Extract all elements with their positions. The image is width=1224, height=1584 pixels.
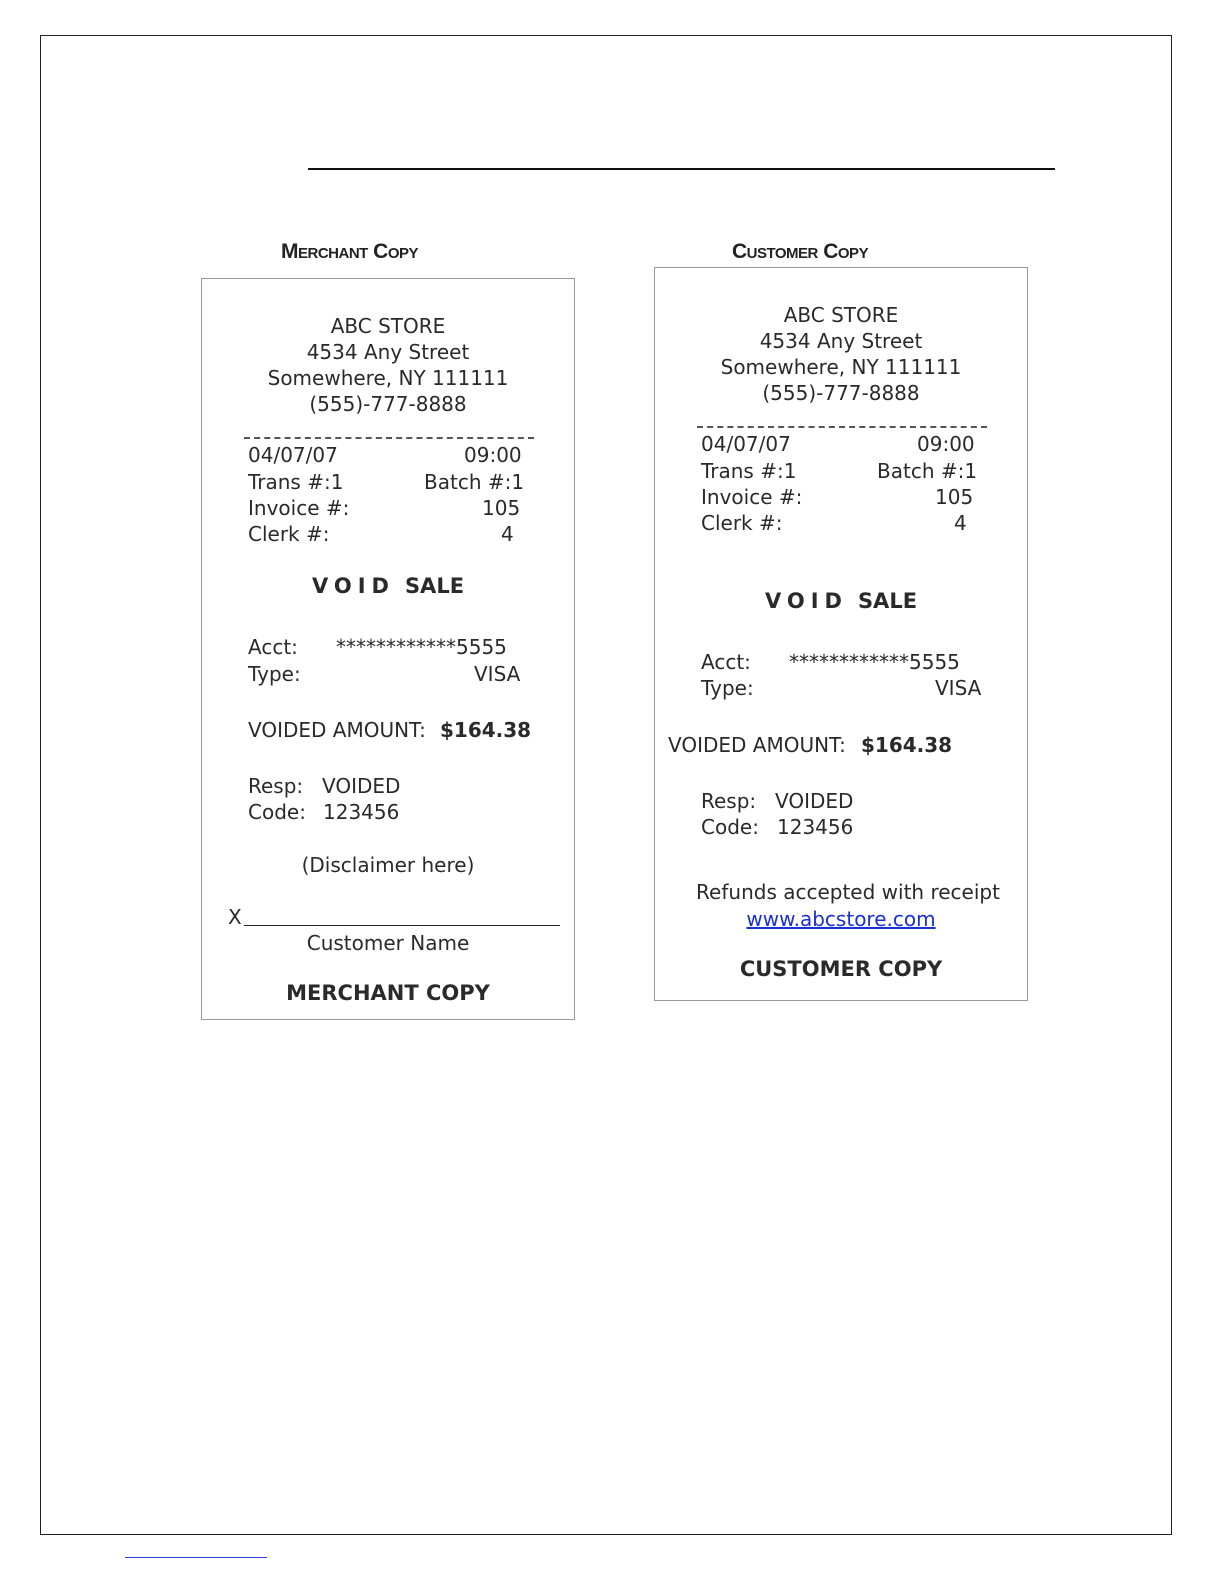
invoice-label: Invoice #: [248,496,350,520]
code-value: 123456 [777,815,854,839]
store-name: ABC STORE [783,303,899,327]
footnote-rule [125,1557,267,1558]
batch-number: Batch #:1 [424,470,525,494]
website-link-row [655,907,1027,931]
refund-note: Refunds accepted with receipt [696,880,1000,904]
signature-line [244,925,560,926]
type-value: VISA [474,662,521,686]
resp-value: VOIDED [322,774,401,798]
voided-amount-label: VOIDED AMOUNT: [668,733,846,757]
type-value: VISA [935,676,982,700]
resp-label: Resp: [701,789,757,813]
store-street: 4534 Any Street [759,329,923,353]
clerk-value: 4 [501,522,514,546]
customer-name-label: Customer Name [306,931,470,955]
voided-amount-label: VOIDED AMOUNT: [248,718,426,742]
store-phone: (555)-777-8888 [309,392,467,416]
void-word: VOID [764,589,848,613]
clerk-value: 4 [954,511,967,535]
code-label: Code: [701,815,759,839]
invoice-value: 105 [935,485,974,509]
voided-amount-value: $164.38 [861,733,953,757]
signature-x: X [228,905,242,929]
store-name: ABC STORE [330,314,446,338]
clerk-label: Clerk #: [701,511,783,535]
receipt-date: 04/07/07 [248,443,338,467]
void-sale-title [202,574,574,598]
invoice-value: 105 [482,496,521,520]
type-label: Type: [701,676,754,700]
trans-number: Trans #:1 [248,470,344,494]
customer-copy-caption: Customer Copy [732,240,869,263]
dashed-divider [697,426,987,428]
batch-number: Batch #:1 [877,459,978,483]
store-city: Somewhere, NY 111111 [720,355,962,379]
resp-value: VOIDED [775,789,854,813]
customer-copy-footer: CUSTOMER COPY [739,957,943,981]
receipt-date: 04/07/07 [701,432,791,456]
code-label: Code: [248,800,306,824]
sale-word: SALE [404,574,465,598]
code-value: 123456 [323,800,400,824]
acct-value: ************5555 [789,650,960,674]
type-label: Type: [248,662,301,686]
invoice-label: Invoice #: [701,485,803,509]
clerk-label: Clerk #: [248,522,330,546]
voided-amount-value: $164.38 [440,718,532,742]
acct-label: Acct: [701,650,751,674]
merchant-copy-caption: Merchant Copy [281,240,419,263]
merchant-copy-footer: MERCHANT COPY [286,981,490,1005]
resp-label: Resp: [248,774,304,798]
store-phone: (555)-777-8888 [762,381,920,405]
acct-label: Acct: [248,635,298,659]
title-underline [308,168,1055,170]
dashed-divider [244,437,534,439]
receipt-time: 09:00 [917,432,975,456]
sale-word: SALE [857,589,918,613]
store-street: 4534 Any Street [306,340,470,364]
receipt-time: 09:00 [464,443,522,467]
store-city: Somewhere, NY 111111 [267,366,509,390]
void-word: VOID [311,574,395,598]
acct-value: ************5555 [336,635,507,659]
customer-receipt [654,267,1028,1001]
trans-number: Trans #:1 [701,459,797,483]
merchant-receipt [201,278,575,1020]
disclaimer: (Disclaimer here) [301,853,475,877]
website-link[interactable]: www.abcstore.com [746,907,936,931]
void-sale-title [655,589,1027,613]
